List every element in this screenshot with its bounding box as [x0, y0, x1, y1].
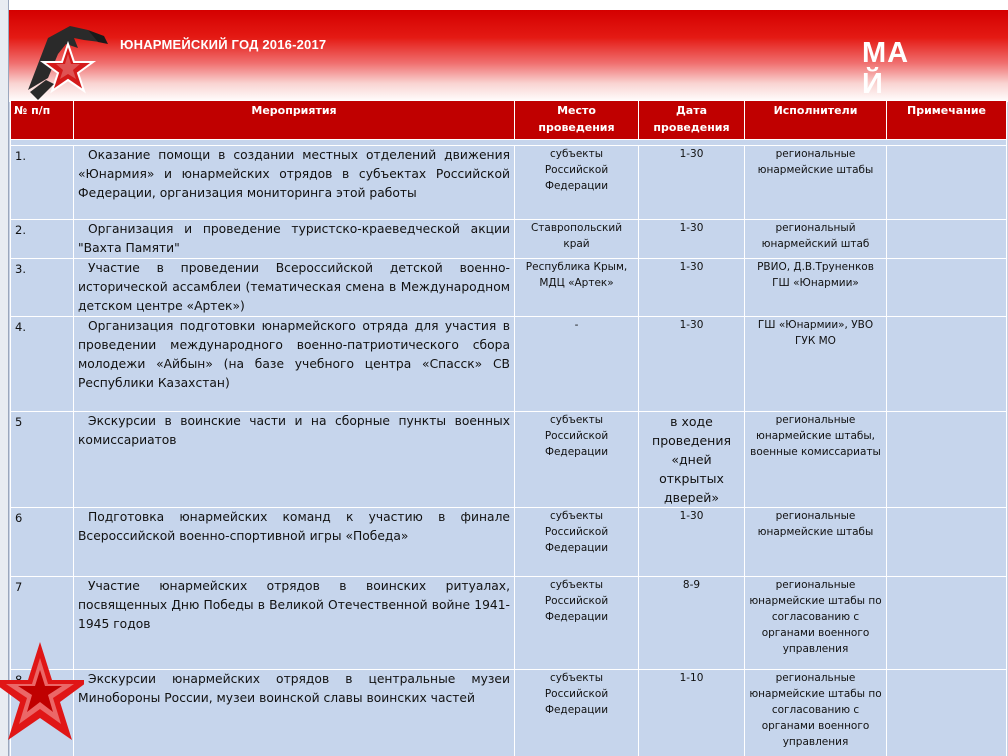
- header-band: [8, 10, 1008, 102]
- row-place: -: [515, 317, 639, 412]
- column-header-num: № п/п: [11, 101, 74, 140]
- table-header-row: [11, 101, 1007, 140]
- row-executors: региональные юнармейские штабы: [745, 146, 887, 220]
- table-row: [11, 670, 1007, 756]
- red-star-icon: [0, 640, 84, 756]
- row-executors: ГШ «Юнармии», УВО ГУК МО: [745, 317, 887, 412]
- row-event: Участие юнармейских отрядов в воинских ритуалах, посвященных Дню Победы в Великой Отечественной войне 1941-1945 годов: [74, 577, 515, 670]
- row-date: 1-30: [639, 508, 745, 577]
- table-row: [11, 412, 1007, 508]
- row-executors: региональные юнармейские штабы, военные комиссариаты: [745, 412, 887, 508]
- row-place: Ставропольский край: [515, 220, 639, 259]
- row-date: 1-30: [639, 259, 745, 317]
- row-place: субъекты Российской Федерации: [515, 412, 639, 508]
- row-place: субъекты Российской Федерации: [515, 577, 639, 670]
- row-note: [887, 220, 1007, 259]
- row-event: Организация и проведение туристско-краеведческой акции "Вахта Памяти": [74, 220, 515, 259]
- column-header-exec: Исполнители: [745, 101, 887, 140]
- row-number: 2.: [11, 220, 74, 259]
- row-place: субъекты Российской Федерации: [515, 670, 639, 756]
- row-event: Экскурсии юнармейских отрядов в центральные музеи Минобороны России, музеи воинской славы воинских частей: [74, 670, 515, 756]
- row-event: Участие в проведении Всероссийской детской военно-исторической ассамблеи (тематическая смена в Международном детском центре «Артек»): [74, 259, 515, 317]
- row-note: [887, 670, 1007, 756]
- table-row: [11, 146, 1007, 220]
- row-note: [887, 412, 1007, 508]
- row-note: [887, 317, 1007, 412]
- column-header-date: Дата проведения: [639, 101, 745, 140]
- row-executors: РВИО, Д.В.Труненков ГШ «Юнармии»: [745, 259, 887, 317]
- table-row: [11, 220, 1007, 259]
- column-header-place: Место проведения: [515, 101, 639, 140]
- column-header-note: Примечание: [887, 101, 1007, 140]
- row-note: [887, 577, 1007, 670]
- row-date: 8-9: [639, 577, 745, 670]
- header-top-margin: [0, 0, 1008, 10]
- row-place: субъекты Российской Федерации: [515, 146, 639, 220]
- row-place: Республика Крым, МДЦ «Артек»: [515, 259, 639, 317]
- header-title: ЮНАРМЕЙСКИЙ ГОД 2016-2017: [120, 37, 327, 52]
- row-place: субъекты Российской Федерации: [515, 508, 639, 577]
- row-number: 4.: [11, 317, 74, 412]
- row-number: 7: [11, 577, 74, 670]
- row-number: 5: [11, 412, 74, 508]
- row-executors: региональные юнармейские штабы: [745, 508, 887, 577]
- row-executors: региональные юнармейские штабы по согласованию с органами военного управления: [745, 670, 887, 756]
- row-executors: региональные юнармейские штабы по согласованию с органами военного управления: [745, 577, 887, 670]
- table-row: [11, 259, 1007, 317]
- row-number: 1.: [11, 146, 74, 220]
- table-row: [11, 317, 1007, 412]
- row-note: [887, 508, 1007, 577]
- month-label: МАЙ: [862, 37, 910, 100]
- row-note: [887, 146, 1007, 220]
- column-header-event: Мероприятия: [74, 101, 515, 140]
- row-event: Подготовка юнармейских команд к участию в финале Всероссийской военно-спортивной игры «Победа»: [74, 508, 515, 577]
- row-date: 1-30: [639, 220, 745, 259]
- table-row: [11, 577, 1007, 670]
- row-date: 1-30: [639, 317, 745, 412]
- events-table: [10, 100, 1007, 756]
- row-event: Оказание помощи в создании местных отделений движения «Юнармия» и юнармейских отрядов в субъектах Российской Федерации, организация мониторинга этой работы: [74, 146, 515, 220]
- row-event: Экскурсии в воинские части и на сборные пункты военных комиссариатов: [74, 412, 515, 508]
- row-date: 1-30: [639, 146, 745, 220]
- table-row: [11, 508, 1007, 577]
- row-event: Организация подготовки юнармейского отряда для участия в проведении международного военно-патриотического сбора молодежи «Айбын» (на базе учебного центра «Спасск» СВ Республики Казахстан): [74, 317, 515, 412]
- row-executors: региональный юнармейский штаб: [745, 220, 887, 259]
- row-date: 1-10: [639, 670, 745, 756]
- row-date: в ходе проведения «дней открытых дверей»: [639, 412, 745, 508]
- row-number: 3.: [11, 259, 74, 317]
- row-number: 6: [11, 508, 74, 577]
- yunarmia-logo-icon: [18, 20, 112, 106]
- row-note: [887, 259, 1007, 317]
